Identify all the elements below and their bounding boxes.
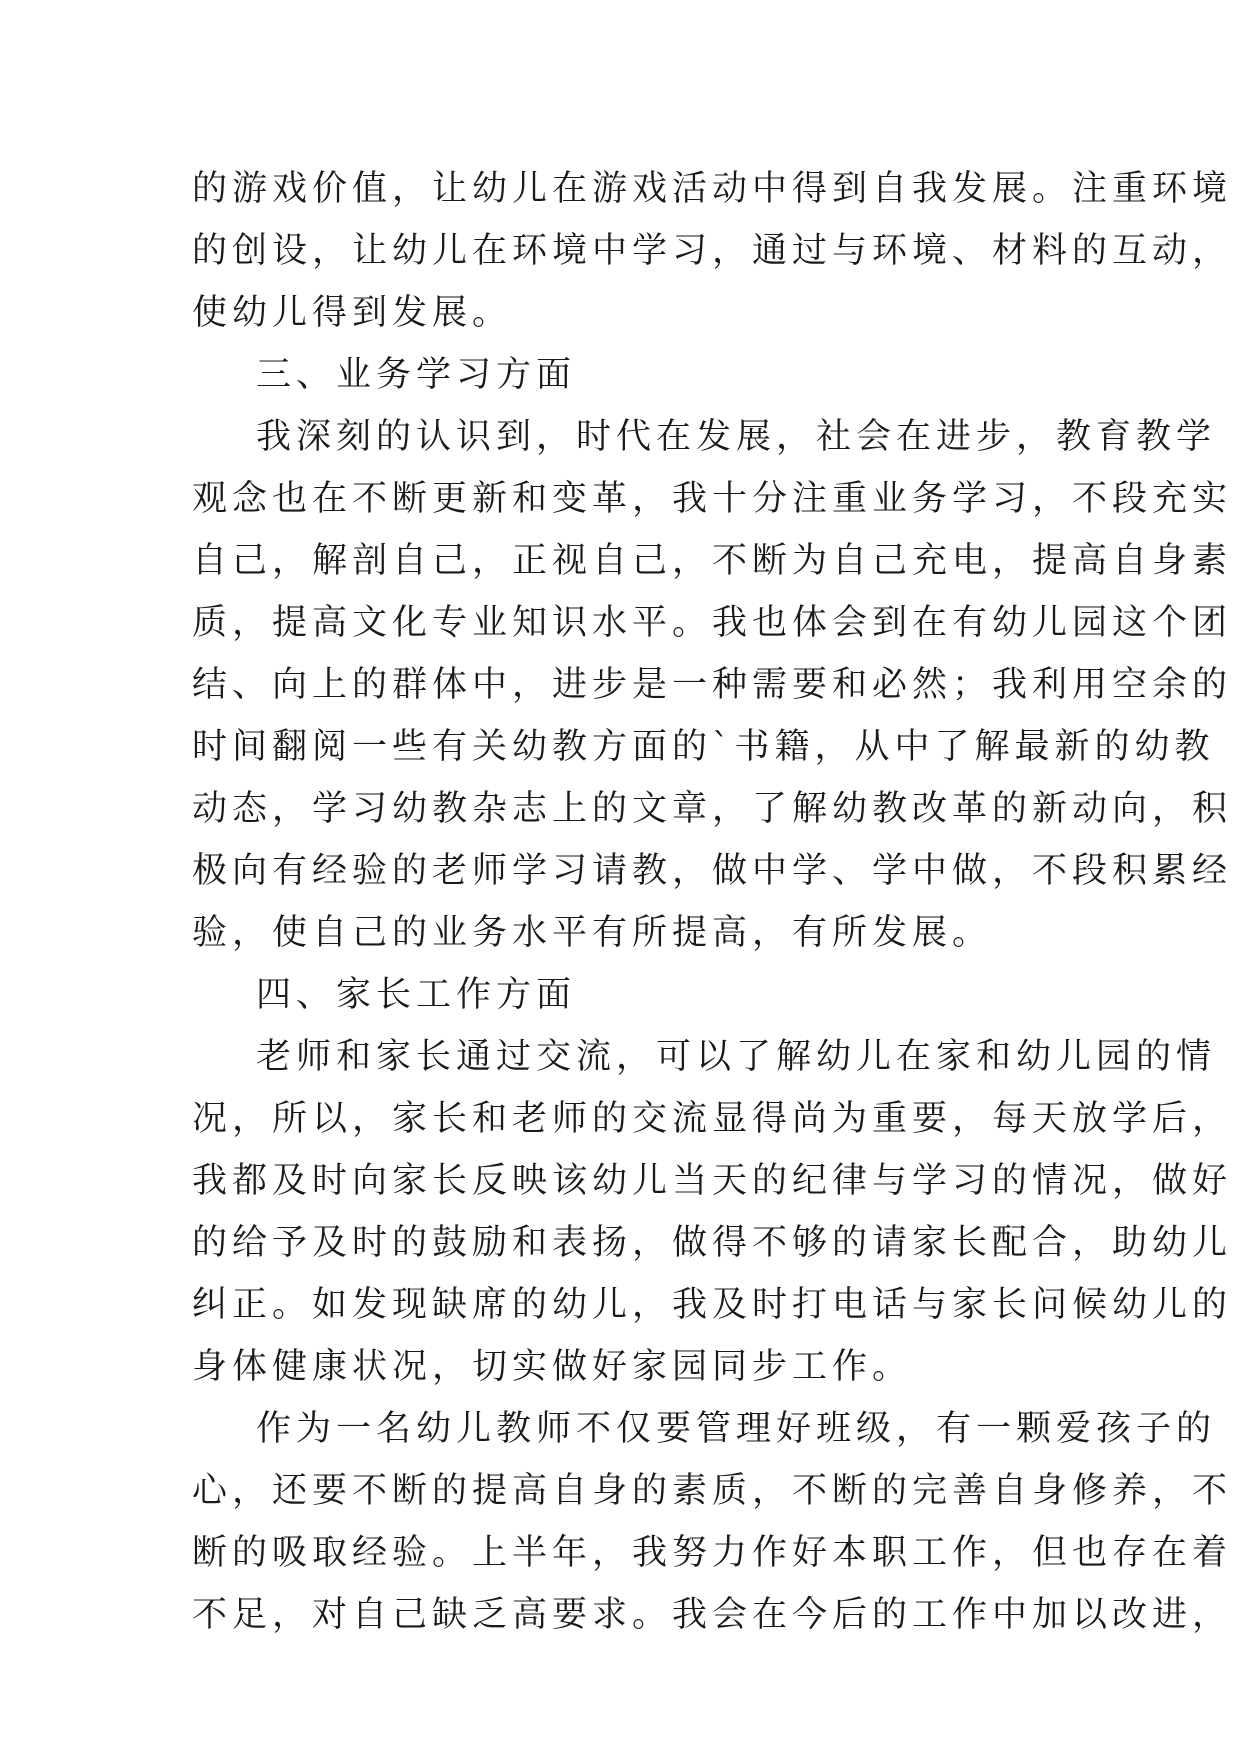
- text-line: 的创设，让幼儿在环境中学习，通过与环境、材料的互动，: [192, 231, 1233, 271]
- text-line: 验，使自己的业务水平有所提高，有所发展。: [192, 913, 993, 953]
- text-line: 作为一名幼儿教师不仅要管理好班级，有一颗爱孩子的: [256, 1409, 1217, 1449]
- text-line: 身体健康状况，切实做好家园同步工作。: [192, 1347, 913, 1387]
- text-line: 心，还要不断的提高自身的素质，不断的完善自身修养，不: [192, 1471, 1233, 1511]
- text-line: 的游戏价值，让幼儿在游戏活动中得到自我发展。注重环境: [192, 169, 1233, 209]
- text-line: 四、家长工作方面: [256, 975, 577, 1015]
- text-line: 断的吸取经验。上半年，我努力作好本职工作，但也存在着: [192, 1533, 1233, 1573]
- text-line: 质，提高文化专业知识水平。我也体会到在有幼儿园这个团: [192, 603, 1233, 643]
- document-body: [192, 158, 1233, 1646]
- text-line: 我深刻的认识到，时代在发展，社会在进步，教育教学: [256, 417, 1217, 457]
- text-line: 况，所以，家长和老师的交流显得尚为重要，每天放学后，: [192, 1099, 1233, 1139]
- text-line: 观念也在不断更新和变革，我十分注重业务学习，不段充实: [192, 479, 1233, 519]
- text-line: 使幼儿得到发展。: [192, 293, 513, 333]
- text-line: 结、向上的群体中，进步是一种需要和必然；我利用空余的: [192, 665, 1233, 705]
- text-line: 自己，解剖自己，正视自己，不断为自己充电，提高自身素: [192, 541, 1233, 581]
- text-line: 三、业务学习方面: [256, 355, 577, 395]
- text-line: 我都及时向家长反映该幼儿当天的纪律与学习的情况，做好: [192, 1161, 1233, 1201]
- text-line: 不足，对自己缺乏高要求。我会在今后的工作中加以改进，: [192, 1595, 1233, 1635]
- text-line: 纠正。如发现缺席的幼儿，我及时打电话与家长问候幼儿的: [192, 1285, 1233, 1325]
- text-line: 的给予及时的鼓励和表扬，做得不够的请家长配合，助幼儿: [192, 1223, 1233, 1263]
- text-line: 时间翻阅一些有关幼教方面的`书籍，从中了解最新的幼教: [192, 727, 1215, 767]
- text-line: 极向有经验的老师学习请教，做中学、学中做，不段积累经: [192, 851, 1233, 891]
- text-line: 动态，学习幼教杂志上的文章，了解幼教改革的新动向，积: [192, 789, 1233, 829]
- text-line: 老师和家长通过交流，可以了解幼儿在家和幼儿园的情: [256, 1037, 1217, 1077]
